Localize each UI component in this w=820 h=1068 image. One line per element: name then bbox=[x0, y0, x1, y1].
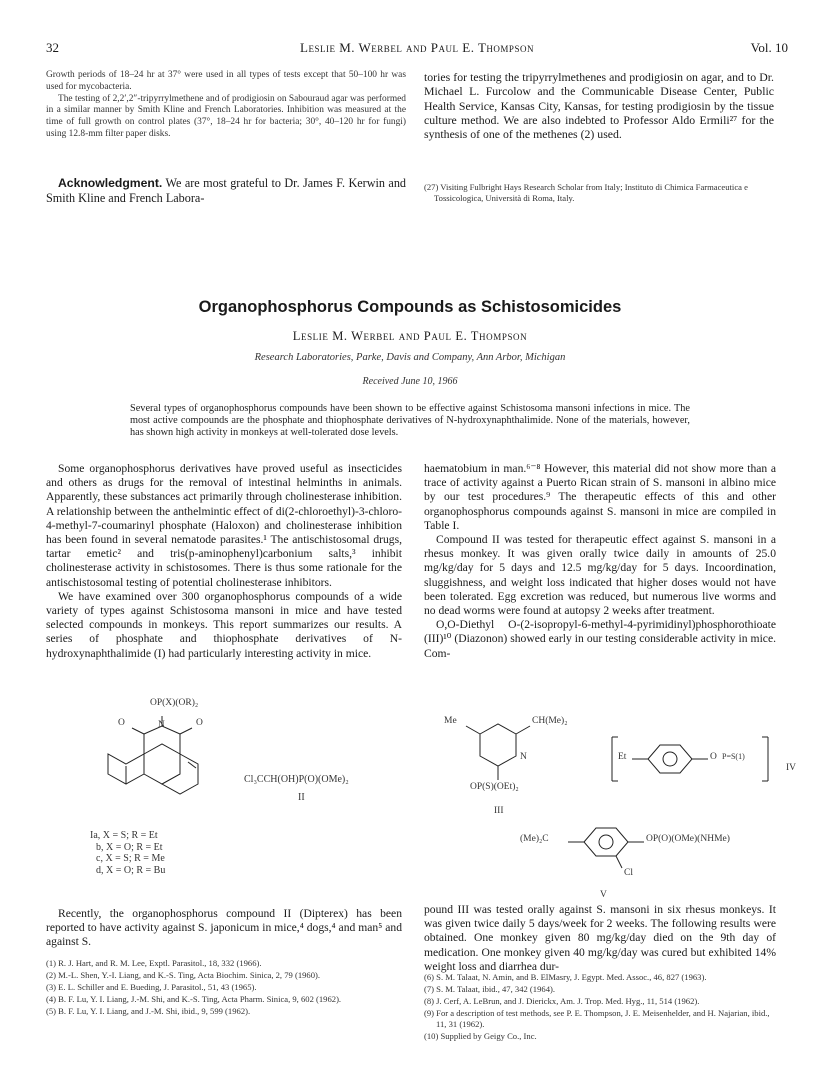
structure-II-formula: Cl₃CCH(OH)P(O)(OMe)₂ bbox=[244, 774, 349, 785]
running-title: Leslie M. Werbel and Paul E. Thompson bbox=[300, 40, 534, 55]
prev-article-right bbox=[424, 70, 774, 141]
structure-IV bbox=[610, 735, 797, 815]
structure-III-isopropyl: CH(Me)₂ bbox=[532, 716, 568, 726]
pyrimidine-structure bbox=[440, 712, 590, 812]
footnote-6: (6) S. M. Talaat, N. Amin, and B. ElMasry, J. Egypt. Med. Assoc., 46, 827 (1963). bbox=[424, 972, 707, 982]
structure-III-methyl: Me bbox=[444, 716, 457, 726]
naphthalimide-structure bbox=[92, 700, 232, 820]
acknowledgment-heading: Acknowledgment. bbox=[58, 176, 163, 190]
dipterex-para: Recently, the organophosphorus compound II (Dipterex) has been reported to have activity against S. japonicum in mice,⁴ dogs,⁴ and man⁵ and against S. bbox=[46, 907, 402, 949]
intro-para1: Some organophosphorus derivatives have proved useful as insecticides and others as drugs for the removal of intestinal helminths in animals. Apparently, these substances act primarily through cholinesterase inhibition. A relationship between the anthelmintic effect of di(2-chloroethyl)-3-chloro-4-methyl-7-coumarinyl phosphate (Haloxon) and cholinesterase inhibition has been found in several nematode parasites.¹ The antischistosomal drugs, tartar emetic² and tris(p-aminophenyl)carbonium salts,³ inhibit cholinesterase activity in schistosomes. There is thus some rationale for the antischistosomal testing of potential cholinesterase inhibitors. bbox=[46, 462, 402, 589]
running-header bbox=[46, 40, 788, 58]
article-affiliation: Research Laboratories, Parke, Davis and Company, Ann Arbor, Michigan bbox=[254, 352, 566, 363]
footnote-2: (2) M.-L. Shen, Y.-I. Liang, and K.-S. Ting, Acta Biochim. Sinica, 2, 79 (1960). bbox=[46, 970, 321, 980]
acknowledgment-text: We are most grateful to Dr. James F. Kerwin and Smith Kline and French Labora- bbox=[46, 176, 407, 205]
label-Ib: b, X = O; R = Et bbox=[96, 841, 163, 853]
structure-IV-phosphorus: P=S(1) bbox=[722, 752, 745, 761]
prev-article-left bbox=[46, 70, 406, 141]
structure-III-substituent: OP(S)(OEt)₂ bbox=[470, 782, 519, 792]
right-column bbox=[424, 462, 776, 661]
structure-IV-label: IV bbox=[786, 763, 797, 773]
article-authors: Leslie M. Werbel and Paul E. Thompson bbox=[292, 329, 528, 343]
left-column-continued bbox=[46, 907, 402, 950]
carbonyl-O-right: O bbox=[196, 718, 203, 728]
footnote-3: (3) E. L. Schiller and E. Bueding, J. Parasitol., 51, 43 (1965). bbox=[46, 982, 257, 992]
structure-V-chlorine: Cl bbox=[624, 868, 633, 878]
footnote-10: (10) Supplied by Geigy Co., Inc. bbox=[424, 1031, 537, 1041]
footnote-5: (5) B. F. Lu, Y. I. Liang, and J.-M. Shi, ibid., 9, 599 (1962). bbox=[46, 1006, 251, 1016]
right-column-continued bbox=[424, 903, 776, 974]
monkey-results-para: pound III was tested orally against S. mansoni in six rhesus monkeys. It was given twice daily 5 days/week for 2 weeks. The following results were obtained. One monkey given 80 mg/kg/day died on the 9th day of medication. One monkey given 40 mg/kg/day was cured but exhibited 14% weight loss and diarrhea dur- bbox=[424, 903, 776, 973]
footnote-8: (8) J. Cerf, A. LeBrun, and J. Dierickx, Am. J. Trop. Med. Hyg., 11, 514 (1962). bbox=[424, 996, 700, 1006]
structure-IV-oxygen: O bbox=[710, 752, 717, 762]
footnotes-left bbox=[46, 958, 402, 1018]
structure-V-left: (Me)₂C bbox=[520, 834, 549, 844]
label-Ic: c, X = S; R = Me bbox=[96, 853, 165, 864]
footnotes-right bbox=[424, 972, 776, 1043]
article-title: Organophosphorus Compounds as Schistosomicides bbox=[198, 298, 622, 316]
footnote-27 bbox=[424, 182, 774, 204]
structure-V-right: OP(O)(OMe)(NHMe) bbox=[646, 834, 730, 844]
prev-methods-para1: Growth periods of 18–24 hr at 37° were used in all types of tests except that 50–100 hr was used for mycobacteria. bbox=[46, 70, 406, 92]
received-date: Received June 10, 1966 bbox=[362, 376, 458, 387]
results-para2: Compound II was tested for therapeutic effect against S. mansoni in a rhesus monkey. It was given orally twice daily in amounts of 25.0 mg/kg/day for 5 days and 12.5 mg/kg/day for 5 days. Incoordination, sluggishness, and weight loss indicated that higher doses would not have been tolerated. Egg excretion was reduced, but numerous live worms and no dead worms were found at autopsy 2 weeks after treatment. bbox=[424, 533, 776, 618]
structure-IV-diagram bbox=[610, 735, 770, 785]
footnote-9: (9) For a description of test methods, see P. E. Thompson, J. E. Meisenhelder, and H. Najarian, ibid., 11, 31 (1962). bbox=[424, 1008, 770, 1029]
volume-label: Vol. 10 bbox=[750, 40, 788, 55]
intro-para2: We have examined over 300 organophosphorus compounds of a wide variety of types against Schistosoma mansoni in mice and have tested selected compounds in monkeys. This report summarizes our results. A series of phosphate and thiophosphate derivatives of N-hydroxynaphthalimide (I) had particularly interesting activity in mice. bbox=[46, 589, 402, 660]
label-Id: d, X = O; R = Bu bbox=[96, 864, 166, 876]
prev-methods-para2: The testing of 2,2′,2″-tripyrrylmethene and of prodigiosin on Sabouraud agar was performed in a similar manner by Smith Kline and French Laboratories. Inhibition was measured at the time of full growth on control plates (37°, 18–24 hr for bacteria; 30°, 40–120 hr for fungi) using 12.8-mm filter paper disks. bbox=[46, 93, 406, 139]
carbonyl-O-left: O bbox=[118, 718, 125, 728]
page-number: 32 bbox=[46, 40, 59, 55]
footnote-1: (1) R. J. Hart, and R. M. Lee, Exptl. Parasitol., 18, 332 (1966). bbox=[46, 958, 262, 968]
footnote-4: (4) B. F. Lu, Y. I. Liang, J.-M. Shi, and K.-S. Ting, Acta Pharm. Sinica, 9, 602 (1962). bbox=[46, 994, 342, 1004]
structure-IV-ethyl: Et bbox=[618, 752, 627, 762]
results-para1: haematobium in man.⁶⁻⁸ However, this material did not show more than a trace of activity against a Puerto Rican strain of S. mansoni in albino mice by our test procedures.⁹ The therapeutic effects of this and other organophosphorus compounds against S. mansoni in mice are compiled in Table I. bbox=[424, 462, 776, 532]
structure-I-labels bbox=[90, 830, 165, 876]
structure-V bbox=[520, 808, 780, 898]
structure-III-label: III bbox=[494, 806, 504, 816]
footnote-27-text: (27) Visiting Fulbright Hays Research Scholar from Italy; Instituto di Chimica Farmaceutica e Tossicologica, Università di Roma, Italy. bbox=[424, 182, 748, 203]
results-para3: O,O-Diethyl O-(2-isopropyl-6-methyl-4-pyrimidinyl)phosphorothioate (III)¹⁰ (Diazonon) showed early in our testing considerable activity in mice. Com- bbox=[424, 618, 776, 660]
acknowledgment bbox=[46, 176, 406, 206]
left-column bbox=[46, 462, 402, 661]
footnote-7: (7) S. M. Talaat, ibid., 47, 342 (1964). bbox=[424, 984, 555, 994]
structure-V-label: V bbox=[600, 890, 607, 900]
abstract: Several types of organophosphorus compounds have been shown to be effective against Schistosoma mansoni infections in mice. The most active compounds are the phosphate and thiophosphate derivatives of N-hydroxynaphthalimide. None of the materials, however, has shown high activity in monkeys at well-tolerated dose levels. bbox=[130, 403, 690, 439]
imide-N: N bbox=[158, 720, 165, 730]
ring-N: N bbox=[520, 752, 527, 762]
structure-II-label: II bbox=[298, 792, 305, 803]
label-Ia: Ia, X = S; R = Et bbox=[90, 830, 158, 841]
structure-I-substituent: OP(X)(OR)₂ bbox=[150, 698, 199, 708]
prev-ack-continued: tories for testing the tripyrrylmethenes and prodigiosin on agar, and to Dr. Michael L. Furcolow and the Communicable Disease Center, Public Health Service, Kansas City, Kansas, for testing prodigiosin by the tissue culture method. We are also indebted to Professor Aldo Ermili²⁷ for the synthesis of one of the methenes (2) used. bbox=[424, 70, 774, 142]
